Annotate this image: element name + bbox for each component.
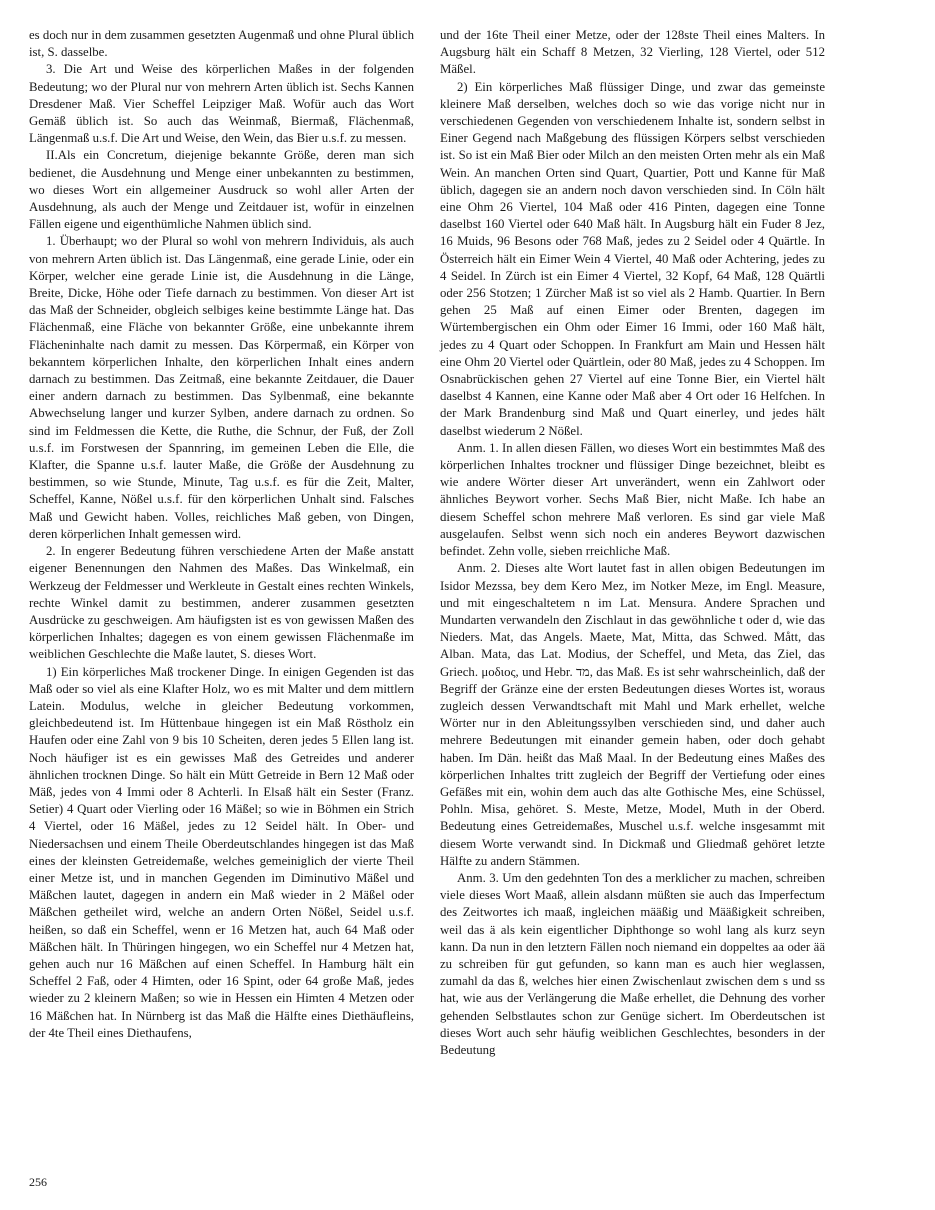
paragraph: 2) Ein körperliches Maß flüssiger Dinge, und zwar das gemeinste kleinere Maß derselben, welches doch so wie das vorige nicht nur in verschiedenen Gegenden von verschiedenem Inhalte ist, sondern selbst in Einer Gegend nach Maßgebung des flüssigen Körpers selbst verschieden ist. So ist ein Maß Bier oder Milch an den meisten Orten mehr als ein Maß Wein. An manchen Orten sind Quart, Quartier, Pott und Kanne für Maß üblich, dagegen sie an andern noch davon verschieden sind. In Cöln hält eine Ohm 26 Viertel, 104 Maß oder 416 Pinten, dagegen eine Tonne daselbst 160 Viertel oder 640 Maß hält. In Augsburg hält ein Fuder 8 Jez, 16 Muids, 96 Besons oder 768 Maß, jedes zu 2 Seidel oder 4 Quärtle. In Österreich hält ein Eimer Wein 4 Viertel, 40 Maß oder Achtering, jedes zu 4 Seidel. In Zürch ist ein Eimer 4 Viertel, 32 Kopf, 64 Maß, 128 Quärtli oder 256 Stotzen; 1 Zürcher Maß ist so viel als 2 Hamb. Quartier. In Bern gehen 25 Maß auf einen Eimer oder Brenten, dagegen im Würtembergischen ein Ohm oder Eimer 16 Immi, oder 160 Maß hält, jedes zu 4 Quart oder Schoppen. In Frankfurt am Main und Hessen hält eine Ohm 20 Viertel oder Quärtlein, oder 80 Maß, jedes zu 4 Schoppen. Im Osnabrückischen gehen 27 Viertel auf eine Tonne Bier, ein Viertel hält daselbst 4 Kannen, eine Kanne oder Maß aber 4 Ort oder 16 Helfchen. In der Mark Brandenburg sind Maß und Quart einerley, und jedes hält daselbst wiederum 2 Nößel.	[440, 79, 825, 438]
paragraph: 3. Die Art und Weise des körperlichen Maßes in der folgenden Bedeutung; wo der Plural nur von mehrern Arten üblich ist. Sechs Kannen Dresdener Maß. Vier Scheffel Leipziger Maß. Wofür auch das Wort Gemäß üblich ist. So auch das Weinmaß, Biermaß, Flächenmaß, Längenmaß u.s.f. Die Art und Weise, den Wein, das Bier u.s.f. zu messen.	[29, 62, 414, 146]
paragraph: es doch nur in dem zusammen gesetzten Augenmaß und ohne Plural üblich ist, S. dasselbe.	[29, 28, 414, 60]
right-column	[440, 27, 825, 1059]
paragraph: Anm. 1. In allen diesen Fällen, wo dieses Wort ein bestimmtes Maß des körperlichen Inhaltes trockner und flüssiger Dinge bezeichnet, bleibt es wie andere Wörter dieser Art unverändert, wenn ein Zahlwort oder ähnliches Beywort vorher. Sechs Maß Bier, nicht Maße. Ich habe an diesem Scheffel schon mehrere Maß verloren. Es sind gar viele Maß ausgelaufen. Selbst wenn sich noch ein anderes Beywort dazwischen befindet. Zehn volle, sieben rreichliche Maß.	[440, 440, 825, 559]
paragraph: 1) Ein körperliches Maß trockener Dinge. In einigen Gegenden ist das Maß oder so viel als eine Klafter Holz, wo es mit Malter und dem mittlern Latein. Modulus, welche in gleicher Bedeutung vorkommen, gleichbedeutend ist. Im Hüttenbaue hingegen ist ein Maß Röstholz ein Haufen oder eine Zahl von 9 bis 10 Scheiten, deren jedes 5 Ellen lang ist. Noch häufiger ist es ein gewisses Maß des Getreides und anderer ähnlichen trocknen Dinge. So hält ein Mütt Getreide in Bern 12 Maß oder Mäß, jedes von 4 Immi oder 8 Achterli. In Elsaß hält ein Sester (Franz. Setier) 4 Quart oder Vierling oder 16 Mäßel; so wie in Böhmen ein Strich 4 Viertel, oder 16 Mäßel, jedes zu 12 Seidel hält. In Ober- und Niedersachsen und einem Theile Oberdeutschlandes hingegen ist das Maß eines der kleinsten Getreidemaße, welches gemeiniglich der vierte Theil einer Metze ist, und in manchen Gegenden im Diminutivo Mäßel und Mäßchen lautet, dagegen in andern ein Maß wieder in 2 Mäßel oder Mäßchen getheilet wird, welche an andern Orten Nößel, Seidel u.s.f. heißen, so daß ein Scheffel, wenn er 16 Metzen hat, auch 64 Maß oder Mäßchen hält. In Thüringen hingegen, wo ein Scheffel nur 4 Metzen hat, gehen auch nur 16 Mäßchen auf einen Scheffel. In Hamburg hält ein Scheffel 2 Faß, oder 4 Himten, oder 16 Spint, oder 64 große Maß, jedes wieder zu 2 kleinern Maßen; so wie in Hessen ein Himten 4 Metzen oder 16 Mäßchen hat. In Nürnberg ist das Maß die Hälfte eines Diethäufleins, der 4te Theil eines Diethaufens,	[29, 664, 414, 1040]
paragraph: Anm. 2. Dieses alte Wort lautet fast in allen obigen Bedeutungen im Isidor Mezssa, bey dem Kero Mez, im Notker Meze, im Engl. Measure, und mit eingeschaltetem n im Lat. Mensura. Andere Sprachen und Mundarten verwandeln den Zischlaut in das gewöhnliche t oder d, wie das Nieders. Mat, das Angels. Maete, Mat, Mitta, das Schwed. Mått, das Alban. Mata, das Lat. Modius, der Scheffel, und Meta, das Ziel, das Griech. μοδιος, und Hebr. מד, das Maß. Es ist sehr wahrscheinlich, daß der Begriff der Gränze eine der ersten Bedeutungen dieses Wortes ist, woraus zugleich dessen Verwandtschaft mit Mahl und Mark erhellet, welche Wörter nur in den Ableitungssylben verschieden sind, und daher auch mehrere Bedeutungen mit einander gemein haben, oder doch gehabt haben. Im Dän. heißt das Maß Maal. In der Bedeutung eines Maßes des körperlichen Inhaltes tritt zugleich der Begriff der Vertiefung oder eines Gefäßes mit ein, wohin dem auch das alte Gothische Mes, eine Schüssel, Pohln. Misa, gehöret. S. Meste, Metze, Model, Muth in der Oberd. Bedeutung eines Getreidemaßes, Muschel u.s.f. welche insgesammt mit diesem Worte verwandt sind. In Dickmaß und Gliedmaß gehöret letzte Hälfte zu andern Stämmen.	[440, 561, 826, 868]
left-column	[29, 27, 414, 1042]
paragraph: 1. Überhaupt; wo der Plural so wohl von mehrern Individuis, als auch von mehrern Arten üblich ist. Das Längenmaß, eine gerade Linie, oder ein Körper, welcher eine gerade Linie ist, die Ausdehnung in die Länge, Breite, Dicke, Höhe oder Tiefe darnach zu bestimmen. Von dieser Art ist das Maß der Schneider, obgleich selbiges keine bestimmte Länge hat. Das Flächenmaß, eine Fläche von bekannter Größe, eine unbekannte ihrem Flächeninhalte nach damit zu messen. Das Körpermaß, ein Körper von bekanntem körperlichen Inhalte, den körperlichen Inhalt eines andern darnach zu bestimmen. Das Zeitmaß, eine bekannte Zeitdauer, die Dauer einer andern darnach zu bestimmen. Das Sylbenmaß, eine bekannte Abwechselung langer und kurzer Sylben, andere darnach zu ordnen. So sind im Feldmessen die Kette, die Ruthe, die Schnur, der Fuß, der Zoll u.s.f. im Forstwesen der Spannring, im gemeinen Leben die Elle, die Klafter, die Spanne u.s.f. lauter Maße, die Größe der Ausdehnung zu bestimmen, so wie Stunde, Minute, Tag u.s.f. es für die Zeit, Malter, Scheffel, Kanne, Nößel u.s.f. für den körperlichen Unhalt sind. Falsches Maß und Gewicht haben. Volles, reichliches Maß geben, von Dingen, deren körperlichen Inhalt gemessen wird.	[29, 234, 414, 541]
page-number: 256	[29, 1175, 47, 1189]
paragraph: 2. In engerer Bedeutung führen verschiedene Arten der Maße anstatt eigener Benennungen den Nahmen des Maßes. Das Winkelmaß, ein Werkzeug der Feldmesser und Werkleute in Gestalt eines rechten Winkels, rechte Winkel damit zu bestimmen, anderer zusammen gesetzten Ausdrücke zu geschweigen. Am häufigsten ist es von gewissen Maßen des körperlichen Inhaltes; dagegen es von einem gewissen Flächenmaße im weiblichen Geschlechte die Maße lautet, S. dieses Wort.	[29, 544, 414, 662]
paragraph: Anm. 3. Um den gedehnten Ton des a merklicher zu machen, schreiben viele dieses Wort Maaß, allein alsdann müßten sie auch das Imperfectum des Zeitwortes ich maaß, ingleichen määßig und Määßigkeit schreiben, weil das ä als kein eigentlicher Diphthonge so wohl lang als kurz seyn kann. Da nun in den letztern Fällen noch niemand ein doppeltes aa oder ää zu schreiben für gut gefunden, so kann man es auch hier weglassen, zumahl da das ß, welches hier einen Zwischenlaut zwischen dem s und ss hat, wie aus der Verlängerung die Maße erhellet, die Dehnung des vorher gehenden Selbstlautes schon zur Genüge sichert. Im Oberdeutschen ist dieses Wort auch sehr häufig weiblichen Geschlechtes, besonders in der Bedeutung	[440, 870, 825, 1057]
paragraph: und der 16te Theil einer Metze, oder der 128ste Theil eines Malters. In Augsburg hält ein Schaff 8 Metzen, 32 Vierling, 128 Viertel, oder 512 Mäßel.	[440, 28, 825, 77]
paragraph: II.Als ein Concretum, diejenige bekannte Größe, deren man sich bedienet, die Ausdehnung und Menge einer unbekannten zu bestimmen, wo dieses Wort ein allgemeiner Ausdruck so wohl aller Arten der Ausdehnung, als auch der Menge und Zeitdauer ist, wofür in einzelnen Fällen eigene und eigenthümliche Nahmen üblich sind.	[29, 148, 414, 232]
